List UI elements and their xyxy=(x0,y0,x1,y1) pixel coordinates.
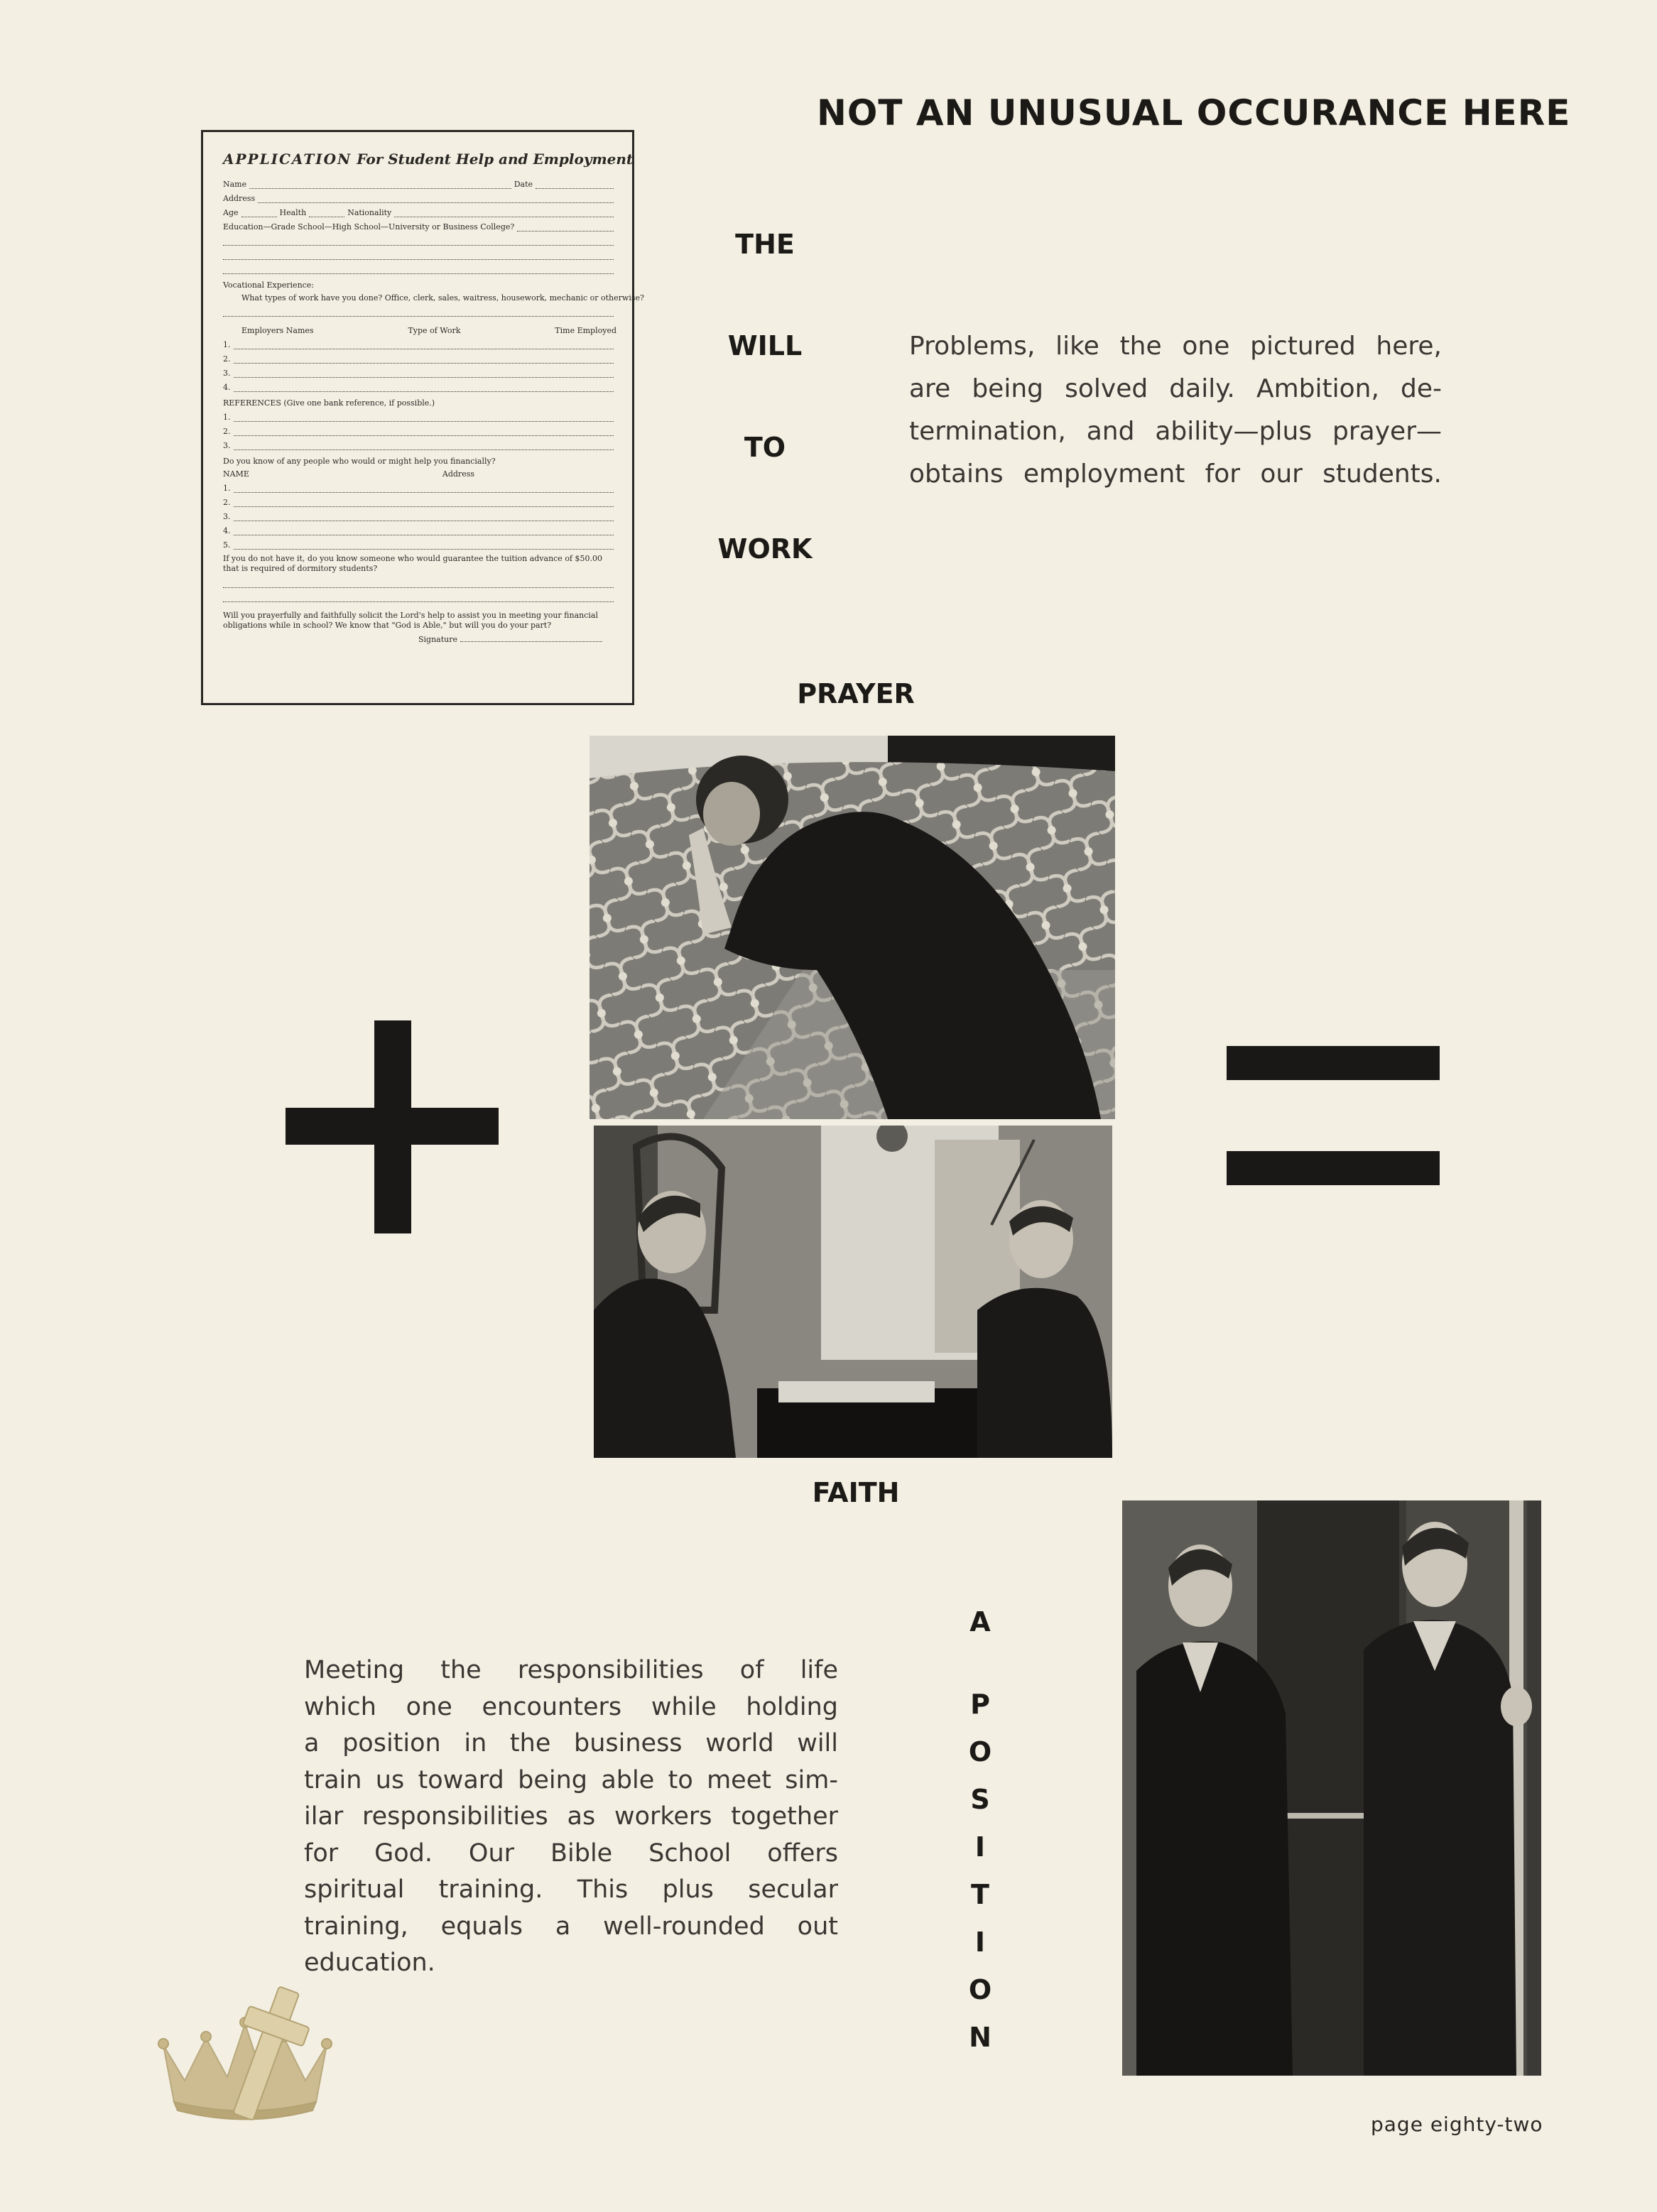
will-to-work-word: THE xyxy=(735,229,795,260)
position-letter: I xyxy=(974,1831,986,1863)
position-letter: S xyxy=(970,1784,990,1815)
will-to-work-word: WILL xyxy=(727,330,803,361)
body-line: education. xyxy=(304,1949,435,1977)
intro-line: are being solved daily. Ambition, de- xyxy=(909,374,1442,403)
position-letter: O xyxy=(968,1974,992,2005)
faith-photo-image xyxy=(594,1126,1112,1458)
form-name-columns xyxy=(223,466,616,479)
form-age-label: Age xyxy=(223,208,239,217)
prayer-photo xyxy=(590,736,1115,1119)
form-num: 1. xyxy=(223,413,231,422)
form-col-address: Address xyxy=(442,469,474,479)
form-num: 4. xyxy=(223,526,231,535)
position-letter: P xyxy=(970,1689,990,1720)
body-line: a position in the business world will xyxy=(304,1729,838,1758)
form-signature xyxy=(223,635,616,644)
position-photo xyxy=(1122,1500,1541,2076)
body-line: train us toward being able to meet sim- xyxy=(304,1765,838,1794)
position-letter: I xyxy=(974,1927,986,1958)
form-references-label: REFERENCES (Give one bank reference, if possible.) xyxy=(223,398,435,408)
form-vocational-label: Vocational Experience: xyxy=(223,280,315,290)
position-letter: T xyxy=(971,1879,989,1910)
intro-line: termination, and ability—plus prayer— xyxy=(909,417,1442,446)
plus-sign-horizontal xyxy=(286,1108,499,1145)
will-to-work-word: WORK xyxy=(717,533,813,565)
form-help-question: Do you know of any people who would or might help you financially? xyxy=(223,457,496,466)
form-date-label: Date xyxy=(514,180,533,189)
application-form xyxy=(201,130,644,705)
body-line: ilar responsibilities as workers together xyxy=(304,1802,838,1831)
form-num: 5. xyxy=(223,540,231,550)
form-nationality-label: Nationality xyxy=(347,208,392,217)
body-line: which one encounters while holding xyxy=(304,1692,838,1721)
position-letter: N xyxy=(969,2022,992,2053)
form-title-rest: For Student Help and Employment xyxy=(352,151,634,168)
form-title-strong: APPLICATION xyxy=(223,151,352,168)
form-prayer-question: Will you prayerfully and faithfully solicit the Lord's help to assist you in meeting your financial obligations while in school? We know that "God is Able," but will you do your part? xyxy=(223,611,599,630)
form-col-time: Time Employed xyxy=(555,326,616,335)
intro-line: obtains employment for our students. xyxy=(909,459,1442,489)
form-col-name: NAME xyxy=(223,469,249,479)
position-letter: O xyxy=(968,1736,992,1767)
form-num: 2. xyxy=(223,498,231,507)
form-col-employer: Employers Names xyxy=(241,326,314,335)
form-num: 3. xyxy=(223,512,231,521)
form-title xyxy=(223,151,634,168)
form-education-label: Education—Grade School—High School—University or Business College? xyxy=(223,222,515,231)
caption-prayer: PRAYER xyxy=(797,678,915,709)
body-paragraph xyxy=(304,1652,838,1982)
form-address-label: Address xyxy=(223,194,256,203)
form-num: 3. xyxy=(223,441,231,450)
intro-paragraph xyxy=(909,325,1442,496)
form-employer-columns xyxy=(223,317,616,335)
form-col-type: Type of Work xyxy=(408,326,461,335)
form-vocational-question: What types of work have you done? Office, clerk, sales, waitress, housework, mechanic or otherwise? xyxy=(241,293,644,303)
intro-line: Problems, like the one pictured here, xyxy=(909,332,1442,361)
body-line: training, equals a well-rounded out xyxy=(304,1912,838,1941)
form-num: 1. xyxy=(223,484,231,493)
body-line: for God. Our Bible School offers xyxy=(304,1838,838,1868)
form-guarantee-question: If you do not have it, do you know someone who would guarantee the tuition advance of $50.00 that is required of dormitory students? xyxy=(223,554,602,573)
form-num: 4. xyxy=(223,383,231,392)
form-num: 3. xyxy=(223,369,231,378)
form-name-label: Name xyxy=(223,180,247,189)
page-number: page eighty-two xyxy=(1371,2113,1543,2136)
faith-photo xyxy=(594,1126,1112,1458)
equals-sign-bottom xyxy=(1227,1151,1440,1185)
position-letter: A xyxy=(969,1606,991,1638)
form-num: 2. xyxy=(223,427,231,436)
will-to-work-word: TO xyxy=(744,432,786,463)
form-num: 2. xyxy=(223,354,231,364)
position-photo-image xyxy=(1122,1500,1541,2076)
page-heading: NOT AN UNUSUAL OCCURANCE HERE xyxy=(817,92,1571,134)
caption-faith: FAITH xyxy=(812,1477,900,1508)
form-signature-label: Signature xyxy=(418,635,457,644)
prayer-photo-image xyxy=(590,736,1115,1119)
crown-with-cross-icon xyxy=(156,1981,334,2123)
form-health-label: Health xyxy=(279,208,307,217)
equals-sign-top xyxy=(1227,1046,1440,1080)
body-line: spiritual training. This plus secular xyxy=(304,1875,838,1904)
body-line: Meeting the responsibilities of life xyxy=(304,1656,838,1684)
form-num: 1. xyxy=(223,340,231,349)
